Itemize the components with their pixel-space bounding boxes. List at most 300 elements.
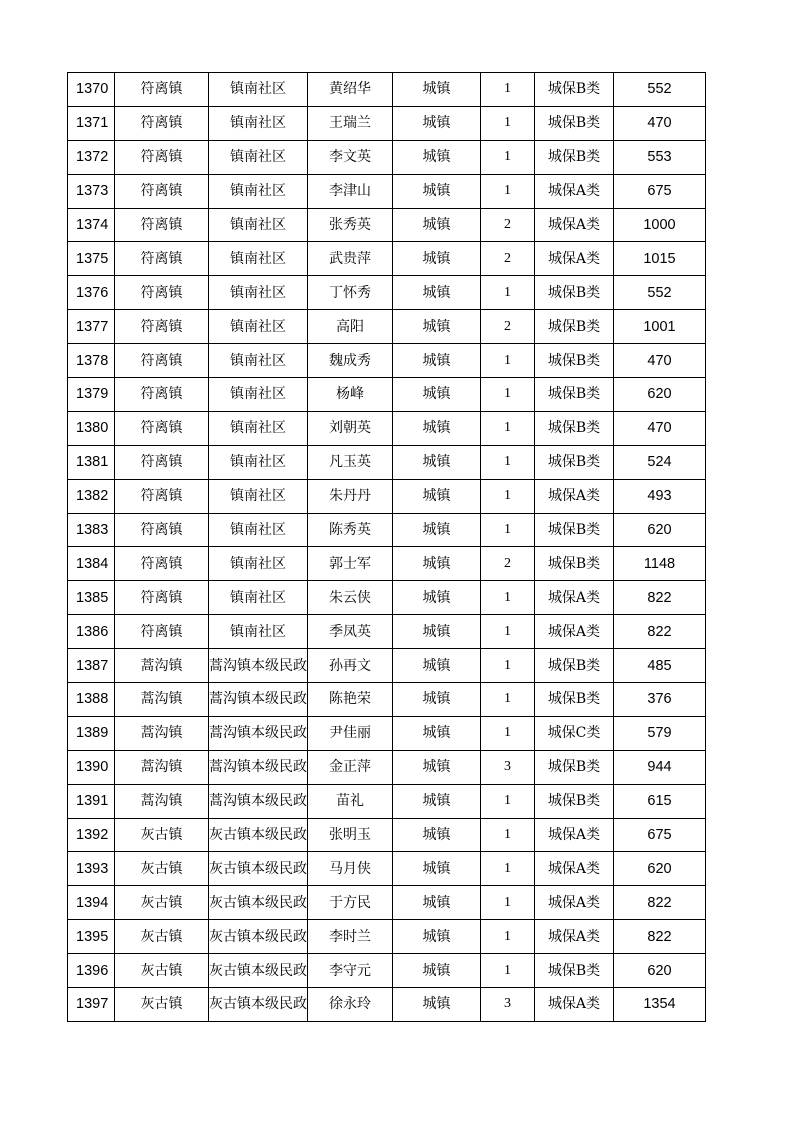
record-id-text: 1378: [76, 352, 109, 369]
household-type-text: 城镇: [422, 81, 451, 98]
town-text: 灰古镇: [140, 827, 183, 844]
amount-cell: [614, 106, 706, 140]
household-size-cell: [481, 852, 535, 886]
community-text: 镇南社区: [230, 454, 286, 471]
category-cell: [535, 547, 614, 581]
community-text: 灰古镇本级民政: [209, 928, 307, 945]
town-cell: [115, 988, 209, 1022]
record-id-cell: [68, 310, 115, 344]
amount-text: 620: [647, 860, 672, 877]
category-cell: [535, 920, 614, 954]
town-cell: [115, 581, 209, 615]
amount-text: 620: [647, 962, 672, 979]
category-text: 城保A类: [547, 217, 601, 233]
table-row: [68, 276, 706, 310]
household-size-text: 3: [504, 996, 511, 1012]
name-cell: [308, 513, 393, 547]
household-size-cell: [481, 73, 535, 107]
amount-cell: [614, 818, 706, 852]
category-text: 城保A类: [547, 589, 601, 606]
category-text: 城保B类: [547, 454, 601, 471]
household-size-text: 1: [504, 725, 511, 741]
category-text: 城保C类: [547, 725, 601, 742]
category-cell: [535, 513, 614, 547]
record-id-text: 1388: [76, 691, 109, 708]
name-cell: [308, 174, 393, 208]
town-text: 蒿沟镇: [140, 691, 183, 708]
amount-text: 376: [647, 691, 672, 708]
household-size-cell: [481, 378, 535, 412]
household-type-text: 城镇: [422, 860, 451, 877]
amount-text: 1000: [643, 217, 676, 233]
record-id-cell: [68, 378, 115, 412]
category-text: 城保A类: [547, 928, 601, 945]
household-type-text: 城镇: [422, 555, 451, 572]
name-text: 苗礼: [336, 793, 364, 810]
household-type-text: 城镇: [422, 623, 451, 640]
name-text: 陈艳荣: [329, 691, 371, 708]
record-id-text: 1394: [76, 894, 109, 911]
town-text: 蒿沟镇: [140, 793, 183, 810]
record-id-text: 1370: [76, 81, 109, 98]
record-id-cell: [68, 988, 115, 1022]
household-size-text: 2: [504, 555, 511, 571]
household-size-cell: [481, 344, 535, 378]
table-row: [68, 344, 706, 378]
table-row: [68, 954, 706, 988]
household-size-cell: [481, 276, 535, 310]
name-text: 魏成秀: [329, 352, 371, 369]
town-text: 符离镇: [140, 420, 183, 437]
town-cell: [115, 784, 209, 818]
town-text: 符离镇: [140, 488, 183, 505]
community-text: 蒿沟镇本级民政: [209, 759, 307, 776]
name-text: 徐永玲: [329, 996, 371, 1013]
table-row: [68, 920, 706, 954]
amount-text: 944: [647, 759, 672, 776]
household-size-cell: [481, 886, 535, 920]
household-size-text: 1: [504, 81, 511, 97]
town-cell: [115, 411, 209, 445]
amount-text: 470: [647, 352, 672, 369]
household-size-text: 1: [504, 827, 511, 843]
household-size-cell: [481, 581, 535, 615]
town-cell: [115, 547, 209, 581]
household-size-text: 1: [504, 420, 511, 436]
record-id-cell: [68, 174, 115, 208]
amount-cell: [614, 750, 706, 784]
household-type-cell: [393, 208, 481, 242]
table-row: [68, 649, 706, 683]
household-size-text: 1: [504, 894, 511, 910]
name-cell: [308, 445, 393, 479]
household-size-cell: [481, 920, 535, 954]
category-cell: [535, 683, 614, 717]
name-cell: [308, 818, 393, 852]
household-type-cell: [393, 852, 481, 886]
amount-cell: [614, 547, 706, 581]
town-cell: [115, 615, 209, 649]
household-type-text: 城镇: [422, 725, 451, 742]
community-text: 镇南社区: [230, 555, 286, 572]
amount-text: 1001: [643, 318, 676, 335]
household-type-cell: [393, 818, 481, 852]
name-cell: [308, 310, 393, 344]
household-type-cell: [393, 310, 481, 344]
town-cell: [115, 954, 209, 988]
category-cell: [535, 174, 614, 208]
community-text: 镇南社区: [230, 284, 286, 301]
community-text: 灰古镇本级民政: [209, 962, 307, 979]
community-cell: [209, 954, 308, 988]
household-type-cell: [393, 276, 481, 310]
name-text: 武贵萍: [329, 250, 371, 267]
town-text: 符离镇: [140, 555, 183, 572]
town-text: 符离镇: [140, 386, 183, 403]
community-text: 镇南社区: [230, 250, 286, 267]
category-text: 城保A类: [547, 827, 601, 844]
household-size-cell: [481, 513, 535, 547]
household-size-cell: [481, 106, 535, 140]
amount-cell: [614, 954, 706, 988]
amount-text: 675: [647, 827, 672, 844]
amount-cell: [614, 174, 706, 208]
table-row: [68, 818, 706, 852]
household-size-text: 1: [504, 793, 511, 809]
household-type-text: 城镇: [422, 318, 451, 335]
category-text: 城保B类: [547, 555, 601, 572]
record-id-text: 1387: [76, 657, 109, 674]
household-type-text: 城镇: [422, 894, 451, 911]
household-size-text: 2: [504, 318, 511, 334]
community-text: 镇南社区: [230, 149, 286, 166]
record-id-text: 1386: [76, 623, 109, 640]
community-cell: [209, 513, 308, 547]
community-text: 镇南社区: [230, 318, 286, 335]
name-cell: [308, 276, 393, 310]
record-id-cell: [68, 784, 115, 818]
community-cell: [209, 750, 308, 784]
table-row: [68, 716, 706, 750]
category-text: 城保B类: [547, 962, 601, 979]
record-id-text: 1372: [76, 149, 109, 166]
household-type-text: 城镇: [422, 759, 451, 776]
amount-cell: [614, 581, 706, 615]
record-id-text: 1391: [76, 793, 109, 810]
table-row: [68, 174, 706, 208]
household-type-cell: [393, 750, 481, 784]
category-text: 城保B类: [547, 149, 601, 166]
town-text: 符离镇: [140, 454, 183, 471]
town-text: 蒿沟镇: [140, 759, 183, 776]
record-id-text: 1376: [76, 284, 109, 301]
town-text: 符离镇: [140, 318, 183, 335]
community-cell: [209, 988, 308, 1022]
name-text: 李津山: [329, 183, 371, 200]
town-text: 符离镇: [140, 217, 183, 233]
amount-cell: [614, 344, 706, 378]
table-row: [68, 479, 706, 513]
category-text: 城保A类: [547, 894, 601, 911]
record-id-text: 1373: [76, 183, 109, 200]
household-size-cell: [481, 818, 535, 852]
name-cell: [308, 140, 393, 174]
community-cell: [209, 378, 308, 412]
household-size-cell: [481, 445, 535, 479]
household-type-text: 城镇: [422, 589, 451, 606]
record-id-cell: [68, 649, 115, 683]
category-text: 城保A类: [547, 183, 601, 200]
category-text: 城保B类: [547, 691, 601, 708]
community-text: 镇南社区: [230, 352, 286, 369]
town-cell: [115, 208, 209, 242]
category-cell: [535, 73, 614, 107]
town-cell: [115, 276, 209, 310]
community-cell: [209, 140, 308, 174]
household-size-text: 1: [504, 962, 511, 978]
name-text: 郭士军: [329, 555, 371, 572]
town-cell: [115, 479, 209, 513]
amount-text: 553: [647, 149, 672, 166]
amount-text: 493: [647, 488, 672, 505]
town-cell: [115, 920, 209, 954]
community-text: 镇南社区: [230, 386, 286, 403]
record-id-text: 1377: [76, 318, 109, 335]
town-text: 符离镇: [140, 284, 183, 301]
household-size-cell: [481, 988, 535, 1022]
name-text: 于方民: [329, 894, 371, 911]
name-cell: [308, 479, 393, 513]
household-size-cell: [481, 479, 535, 513]
amount-text: 552: [647, 284, 672, 301]
household-type-text: 城镇: [422, 962, 451, 979]
household-type-cell: [393, 988, 481, 1022]
table-row: [68, 615, 706, 649]
name-cell: [308, 886, 393, 920]
household-type-text: 城镇: [422, 522, 451, 539]
name-cell: [308, 988, 393, 1022]
name-text: 张明玉: [329, 827, 371, 844]
town-cell: [115, 242, 209, 276]
town-cell: [115, 344, 209, 378]
household-type-cell: [393, 920, 481, 954]
household-size-text: 2: [504, 250, 511, 266]
town-text: 符离镇: [140, 81, 183, 98]
town-text: 符离镇: [140, 623, 183, 640]
community-text: 镇南社区: [230, 217, 286, 233]
community-text: 蒿沟镇本级民政: [209, 725, 307, 742]
record-id-text: 1395: [76, 928, 109, 945]
community-text: 镇南社区: [230, 589, 286, 606]
table-row: [68, 208, 706, 242]
name-text: 朱云侠: [329, 589, 371, 606]
name-cell: [308, 242, 393, 276]
name-text: 李文英: [329, 149, 371, 166]
amount-cell: [614, 310, 706, 344]
household-type-cell: [393, 784, 481, 818]
household-type-text: 城镇: [422, 183, 451, 200]
community-cell: [209, 852, 308, 886]
category-cell: [535, 242, 614, 276]
household-type-cell: [393, 378, 481, 412]
household-type-cell: [393, 479, 481, 513]
amount-cell: [614, 784, 706, 818]
town-text: 符离镇: [140, 352, 183, 369]
town-cell: [115, 818, 209, 852]
household-type-text: 城镇: [422, 657, 451, 674]
category-cell: [535, 344, 614, 378]
community-cell: [209, 479, 308, 513]
table-row: [68, 683, 706, 717]
town-text: 符离镇: [140, 149, 183, 166]
record-id-text: 1382: [76, 488, 109, 505]
town-cell: [115, 73, 209, 107]
community-text: 镇南社区: [230, 488, 286, 505]
table-row: [68, 886, 706, 920]
town-cell: [115, 174, 209, 208]
community-text: 蒿沟镇本级民政: [209, 657, 307, 674]
household-type-cell: [393, 411, 481, 445]
table-row: [68, 310, 706, 344]
amount-text: 1015: [643, 250, 676, 267]
amount-text: 552: [647, 81, 672, 98]
amount-cell: [614, 378, 706, 412]
name-text: 李守元: [329, 962, 371, 979]
household-type-text: 城镇: [422, 250, 451, 267]
household-size-text: 2: [504, 217, 511, 232]
household-type-text: 城镇: [422, 996, 451, 1013]
record-id-text: 1390: [76, 759, 109, 776]
household-size-cell: [481, 649, 535, 683]
category-cell: [535, 615, 614, 649]
amount-text: 524: [647, 454, 672, 471]
category-cell: [535, 784, 614, 818]
table-row: [68, 73, 706, 107]
community-cell: [209, 683, 308, 717]
town-text: 符离镇: [140, 522, 183, 539]
amount-cell: [614, 140, 706, 174]
community-cell: [209, 310, 308, 344]
category-text: 城保B类: [547, 759, 601, 776]
household-type-cell: [393, 886, 481, 920]
household-size-text: 1: [504, 488, 511, 504]
record-id-text: 1384: [76, 555, 109, 572]
table-row: [68, 852, 706, 886]
category-text: 城保B类: [547, 386, 601, 403]
category-cell: [535, 140, 614, 174]
community-text: 镇南社区: [230, 115, 286, 132]
record-id-cell: [68, 683, 115, 717]
category-cell: [535, 106, 614, 140]
household-type-cell: [393, 954, 481, 988]
household-size-text: 1: [504, 928, 511, 944]
record-id-cell: [68, 852, 115, 886]
amount-text: 579: [647, 725, 672, 742]
household-type-cell: [393, 615, 481, 649]
name-text: 凡玉英: [329, 454, 371, 471]
amount-text: 675: [647, 183, 672, 200]
amount-cell: [614, 208, 706, 242]
amount-cell: [614, 276, 706, 310]
household-size-cell: [481, 784, 535, 818]
amount-cell: [614, 920, 706, 954]
household-type-cell: [393, 174, 481, 208]
record-id-cell: [68, 344, 115, 378]
community-text: 镇南社区: [230, 183, 286, 200]
community-text: 灰古镇本级民政: [209, 827, 307, 844]
town-text: 灰古镇: [140, 962, 183, 979]
town-text: 蒿沟镇: [140, 725, 183, 742]
category-cell: [535, 954, 614, 988]
amount-cell: [614, 988, 706, 1022]
record-id-text: 1374: [76, 217, 109, 233]
table-row: [68, 784, 706, 818]
record-id-text: 1396: [76, 962, 109, 979]
community-cell: [209, 920, 308, 954]
community-cell: [209, 208, 308, 242]
household-size-text: 1: [504, 352, 511, 368]
relief-roster-table: [67, 72, 706, 1022]
household-size-cell: [481, 242, 535, 276]
record-id-text: 1371: [76, 115, 109, 132]
community-cell: [209, 174, 308, 208]
record-id-text: 1397: [76, 996, 109, 1013]
record-id-text: 1392: [76, 827, 109, 844]
town-cell: [115, 716, 209, 750]
household-size-text: 1: [504, 386, 511, 402]
household-type-cell: [393, 581, 481, 615]
amount-cell: [614, 73, 706, 107]
name-text: 李时兰: [329, 928, 371, 945]
amount-text: 485: [647, 657, 672, 674]
amount-text: 822: [647, 589, 672, 606]
name-cell: [308, 852, 393, 886]
table-row: [68, 242, 706, 276]
community-cell: [209, 344, 308, 378]
town-cell: [115, 106, 209, 140]
category-text: 城保A类: [547, 996, 601, 1013]
amount-cell: [614, 852, 706, 886]
household-size-text: 3: [504, 759, 511, 775]
table-row: [68, 445, 706, 479]
town-text: 符离镇: [140, 589, 183, 606]
community-text: 镇南社区: [230, 81, 286, 98]
household-type-text: 城镇: [422, 115, 451, 132]
household-type-cell: [393, 547, 481, 581]
record-id-cell: [68, 615, 115, 649]
amount-cell: [614, 479, 706, 513]
table-body: [68, 73, 706, 1022]
name-text: 孙再文: [329, 657, 371, 674]
name-cell: [308, 683, 393, 717]
household-type-text: 城镇: [422, 386, 451, 403]
household-type-cell: [393, 242, 481, 276]
record-id-cell: [68, 818, 115, 852]
household-type-text: 城镇: [422, 454, 451, 471]
category-cell: [535, 818, 614, 852]
community-cell: [209, 242, 308, 276]
community-cell: [209, 716, 308, 750]
town-text: 符离镇: [140, 115, 183, 132]
community-cell: [209, 73, 308, 107]
household-type-text: 城镇: [422, 420, 451, 437]
household-size-cell: [481, 716, 535, 750]
category-cell: [535, 276, 614, 310]
table-row: [68, 581, 706, 615]
amount-text: 822: [647, 894, 672, 911]
name-cell: [308, 750, 393, 784]
household-type-cell: [393, 73, 481, 107]
